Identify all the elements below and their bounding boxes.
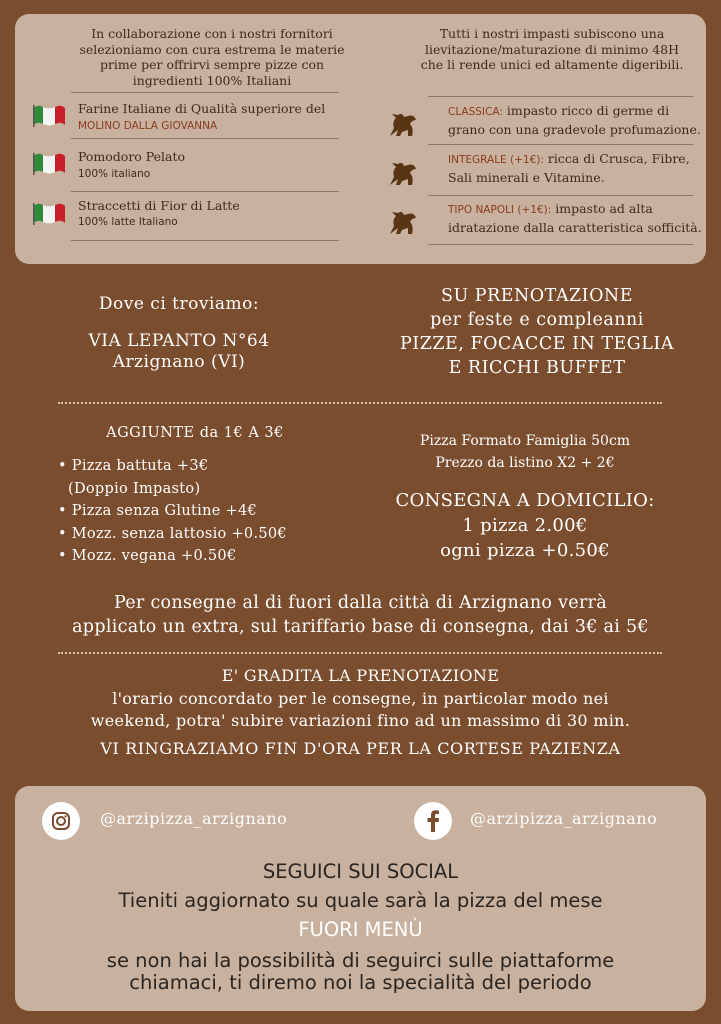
dotted-divider: [58, 402, 662, 404]
extras-item: • Mozz. vegana +0.50€: [58, 548, 237, 564]
italian-flag-icon: [31, 200, 67, 226]
off-menu-highlight: FUORI MENÙ: [298, 918, 423, 941]
outside-line: Per consegne al di fuori dalla città di Arzignano verrà: [113, 593, 608, 613]
dough-label: TIPO NAPOLI (+1€):: [448, 204, 552, 216]
notice-line: weekend, potra' subire variazioni fino ad un massimo di 30 min.: [90, 711, 631, 730]
griffin-icon: [386, 110, 420, 140]
divider: [71, 92, 339, 93]
dough-item: [360, 96, 706, 146]
address: VIA LEPANTO N°64: [88, 331, 270, 351]
dough-column: [360, 14, 706, 264]
ingredient-item: [15, 194, 360, 244]
social-text: chiamaci, ti diremo noi la specialità del periodo: [129, 971, 592, 994]
divider: [71, 191, 339, 192]
booking-notice: [20, 665, 701, 733]
divider: [71, 240, 339, 241]
extras-list: [58, 455, 287, 568]
facebook-icon[interactable]: [414, 802, 452, 840]
italian-flag-icon: [31, 150, 67, 176]
ingredients-panel: [15, 14, 706, 264]
dough-text: idratazione dalla caratteristica sofficità.: [448, 220, 702, 235]
ingredient-name: Farine Italiane di Qualità superiore del: [78, 101, 326, 116]
dough-text: Sali minerali e Vitamine.: [448, 170, 605, 185]
dough-description: [448, 102, 698, 121]
divider: [71, 138, 339, 139]
divider: [428, 96, 693, 97]
divider: [428, 244, 693, 245]
social-text: se non hai la possibilità di seguirci sulle piattaforme: [106, 949, 615, 972]
thanks-message: VI RINGRAZIAMO FIN D'ORA PER LA CORTESE PAZIENZA: [100, 739, 621, 758]
delivery-line: ogni pizza +0.50€: [440, 540, 610, 561]
dough-label: INTEGRALE (+1€):: [448, 154, 544, 166]
ingredient-item: [15, 144, 360, 194]
notice-heading: E' GRADITA LA PRENOTAZIONE: [221, 666, 500, 685]
follow-heading: SEGUICI SUI SOCIAL: [262, 860, 459, 883]
dough-item: [360, 198, 706, 248]
delivery-line: 1 pizza 2.00€: [462, 515, 588, 536]
delivery-info: [372, 488, 678, 563]
ingredients-column: [15, 14, 360, 264]
ingredients-intro: In collaborazione con i nostri fornitori selezioniamo con cura estrema le materie prime per offrirvi sempre pizze con ingredienti 100% Italiani: [79, 26, 345, 88]
facebook-handle[interactable]: @arzipizza_arzignano: [470, 809, 658, 828]
dough-label: CLASSICA:: [448, 106, 503, 118]
dough-item: [360, 149, 706, 199]
location-heading: Dove ci troviamo:: [98, 294, 260, 314]
griffin-icon: [386, 159, 420, 189]
extras-item: • Pizza battuta +3€: [58, 458, 209, 474]
family-line: Prezzo da listino X2 + 2€: [435, 455, 615, 471]
family-size-info: [372, 430, 678, 474]
booking-line: per feste e compleanni: [430, 310, 644, 330]
booking-line: PIZZE, FOCACCE IN TEGLIA: [400, 334, 674, 354]
delivery-heading: CONSEGNA A DOMICILIO:: [395, 490, 655, 511]
dough-description: [448, 150, 698, 169]
ingredient-detail: 100% latte Italiano: [78, 216, 178, 228]
dough-text: grano con una gradevole profumazione.: [448, 122, 701, 137]
social-panel: [15, 786, 706, 1011]
italian-flag-icon: [31, 102, 67, 128]
ingredient-detail: 100% italiano: [78, 168, 151, 180]
booking-line: SU PRENOTAZIONE: [440, 286, 634, 306]
instagram-handle[interactable]: @arzipizza_arzignano: [100, 809, 288, 828]
dough-text: ricca di Crusca, Fibre,: [543, 151, 690, 166]
outside-delivery-notice: [20, 591, 701, 639]
notice-line: l'orario concordato per le consegne, in particolar modo nei: [112, 688, 609, 708]
ingredient-detail: MOLINO DALLA GIOVANNA: [78, 120, 218, 132]
ingredient-name: Straccetti di Fior di Latte: [78, 198, 240, 213]
social-text: Tieniti aggiornato su quale sarà la pizza del mese: [118, 889, 603, 912]
outside-line: applicato un extra, sul tariffario base di consegna, dai 3€ ai 5€: [72, 617, 649, 637]
city: Arzignano (VI): [112, 352, 246, 372]
dough-intro: Tutti i nostri impasti subiscono una lievitazione/maturazione di minimo 48H che li rende unici ed altamente digeribili.: [420, 26, 684, 72]
ingredient-item: [15, 92, 360, 142]
family-line: Pizza Formato Famiglia 50cm: [419, 433, 631, 449]
extras-heading: AGGIUNTE da 1€ A 3€: [106, 425, 284, 441]
ingredient-name: Pomodoro Pelato: [78, 149, 186, 164]
dough-text: impasto ricco di germe di: [502, 103, 670, 118]
booking-info: [372, 284, 702, 380]
dough-description: [448, 200, 698, 219]
dough-text: impasto ad alta: [551, 201, 653, 216]
booking-line: E RICCHI BUFFET: [448, 358, 626, 378]
extras-item: • Pizza senza Glutine +4€: [58, 503, 257, 519]
extras-item: • Mozz. senza lattosio +0.50€: [58, 525, 287, 542]
divider: [428, 144, 693, 145]
extras-item: (Doppio Impasto): [68, 480, 201, 497]
griffin-icon: [386, 208, 420, 238]
instagram-icon[interactable]: [42, 802, 80, 840]
dotted-divider: [58, 652, 662, 654]
divider: [428, 195, 693, 196]
